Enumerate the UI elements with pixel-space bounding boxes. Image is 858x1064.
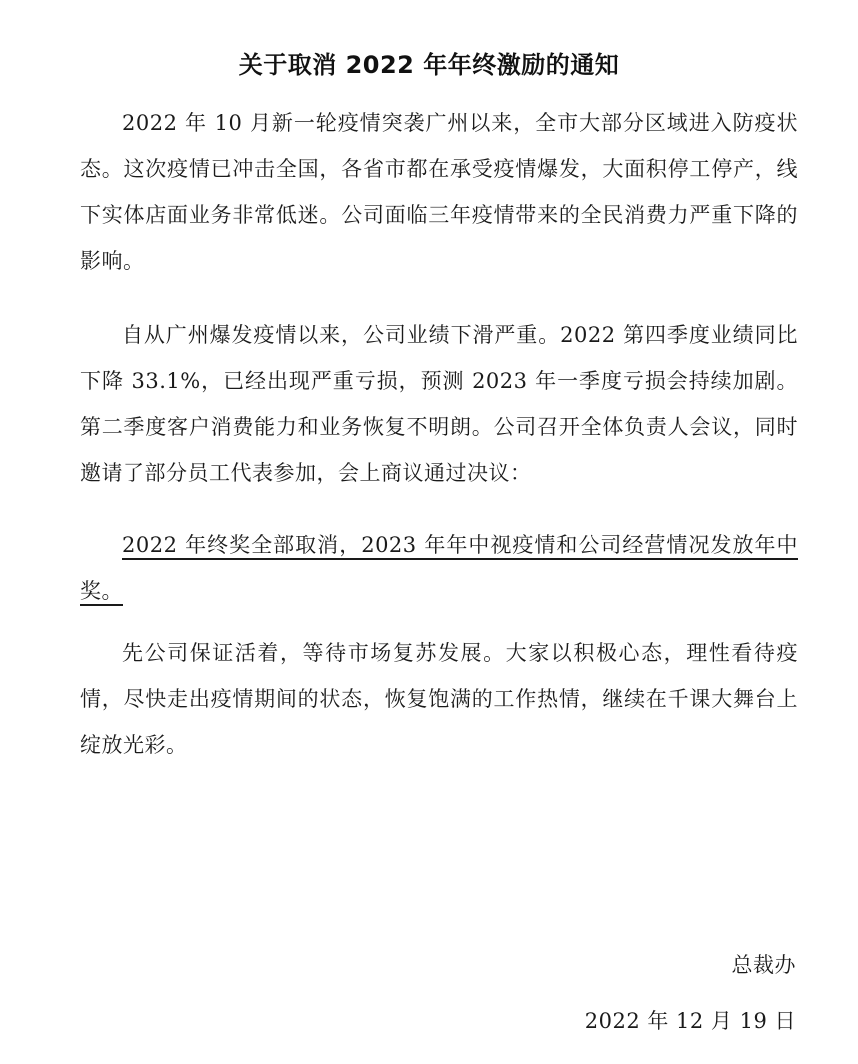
paragraph-1: 2022 年 10 月新一轮疫情突袭广州以来，全市大部分区域进入防疫状态。这次疫情已冲击全国，各省市都在承受疫情爆发，大面积停工停产，线下实体店面业务非常低迷。公司面临三年疫情带来的全民消费力严重下降的影响。 bbox=[80, 111, 798, 273]
paragraph-2: 自从广州爆发疫情以来，公司业绩下滑严重。2022 第四季度业绩同比下降 33.1%，已经出现严重亏损，预测 2023 年一季度亏损会持续加剧。第二季度客户消费能力和业务恢复不明朗。公司召开全体负责人会议，同时邀请了部分员工代表参加，会上商议通过决议： bbox=[80, 323, 798, 485]
paragraph-1-block bbox=[80, 100, 798, 284]
paragraph-4-block bbox=[80, 630, 798, 768]
signature-department: 总裁办 bbox=[731, 953, 796, 977]
paragraph-4: 先公司保证活着，等待市场复苏发展。大家以积极心态，理性看待疫情，尽快走出疫情期间的状态，恢复饱满的工作热情，继续在千课大舞台上绽放光彩。 bbox=[80, 641, 798, 757]
issue-date: 2022 年 12 月 19 日 bbox=[584, 1009, 796, 1033]
paragraph-2-block bbox=[80, 312, 798, 496]
decision-block bbox=[80, 522, 798, 614]
document-title: 关于取消 2022 年年终激励的通知 bbox=[238, 51, 620, 79]
decision-paragraph: 2022 年终奖全部取消，2023 年年中视疫情和公司经营情况发放年中奖。 bbox=[80, 533, 798, 603]
